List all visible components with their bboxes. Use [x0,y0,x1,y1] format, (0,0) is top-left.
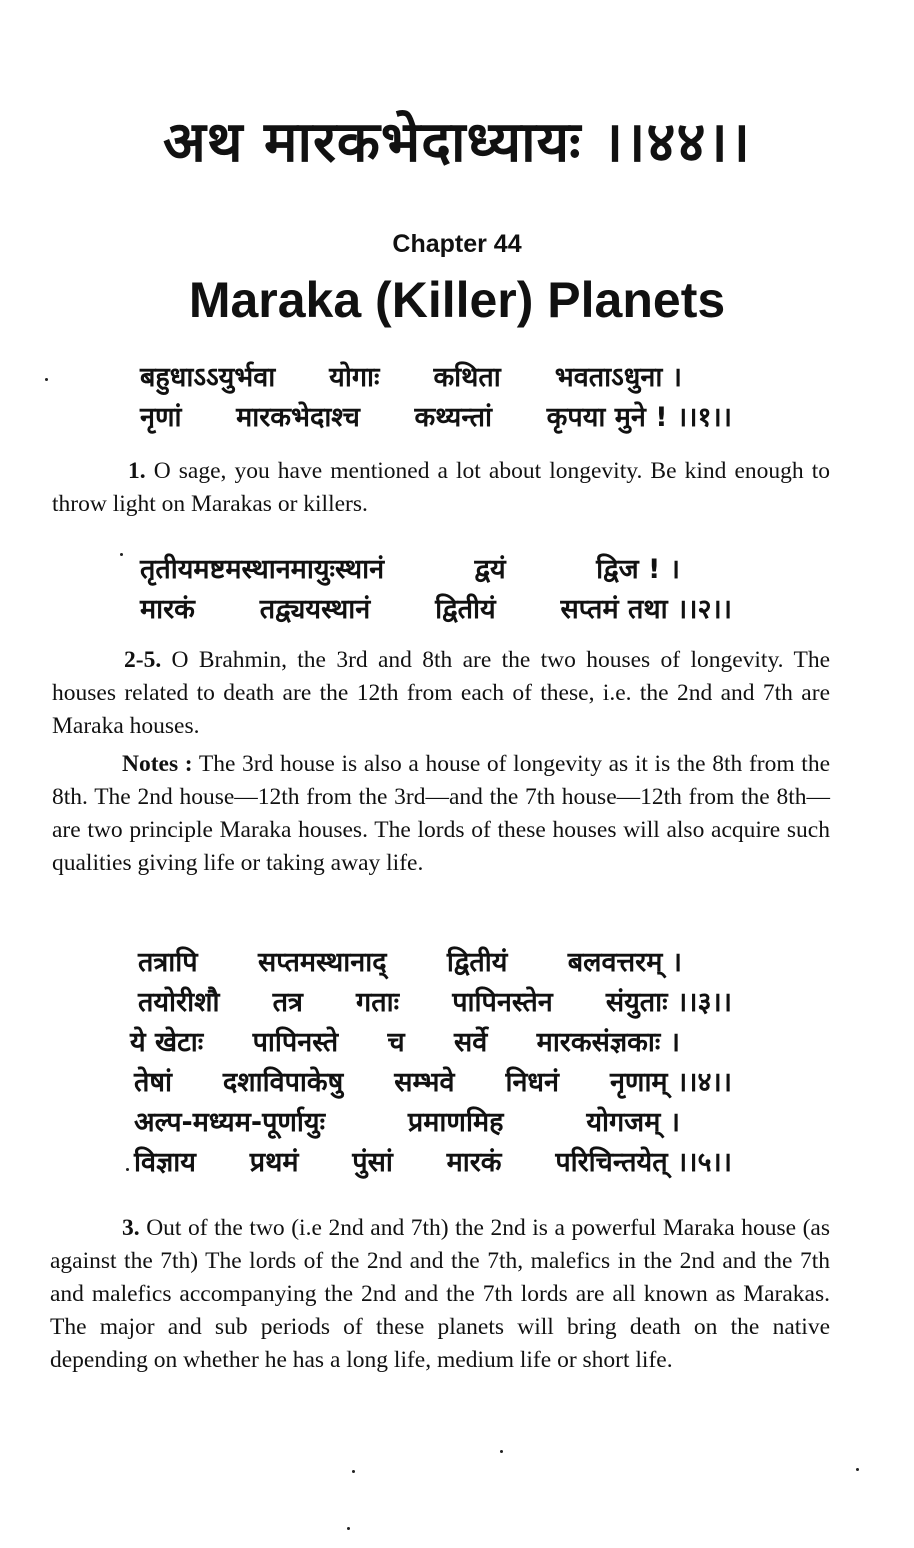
verse-word: च [387,1027,405,1058]
verse-word: तयोरीशौ [138,987,220,1018]
verse-word: योगाः [329,362,380,393]
scan-speck [856,1468,859,1471]
verse-word: तद्व्ययस्थानं [259,594,371,625]
verse-word: तृतीयमष्टमस्थानमायुःस्थानं [140,554,385,585]
sanskrit-verse-2 [0,550,914,630]
verse-word: बहुधाऽऽयुर्भवा [140,362,276,393]
verse-word: द्वितीयं [446,947,508,978]
verse-word: कथ्यन्तां [414,402,493,433]
verse-word: पुंसां [352,1147,393,1178]
verse-word: परिचिन्तयेत् ।।५।। [555,1147,732,1178]
notes-paragraph [52,748,830,880]
scan-speck [352,1470,355,1473]
verse-number: 3. [122,1215,140,1241]
scan-speck [120,553,123,556]
verse-word: गताः [356,987,400,1018]
verse-number: 2-5. [124,647,162,673]
verse-word: मारकसंज्ञकाः । [536,1027,680,1058]
verse-word: मारकं [140,594,195,625]
translation-paragraph-2 [52,644,830,743]
scan-speck [45,378,48,381]
verse-word: प्रमाणमिह [407,1107,504,1138]
verse-word: कथिता [433,362,501,393]
verse-line [134,1103,680,1143]
verse-word: अल्प-मध्यम-पूर्णायुः [134,1107,326,1138]
verse-word: निधनं [505,1067,560,1098]
scan-speck [126,1168,129,1171]
verse-word: भवताऽधुना । [554,362,682,393]
verse-line [134,1063,732,1103]
verse-word: ये खेटाः [130,1027,204,1058]
verse-word: पापिनस्ते [252,1027,339,1058]
sanskrit-verse-1 [0,358,914,438]
verse-word: पापिनस्तेन [452,987,553,1018]
verse-line [140,590,732,630]
verse-word: सर्वे [454,1027,488,1058]
paragraph-text: O Brahmin, the 3rd and 8th are the two houses of longevity. The houses related to death are the 12th from each of these, i.e. the 2nd and 7th are Maraka houses. [52,647,830,739]
notes-text: The 3rd house is also a house of longevity as it is the 8th from the 8th. The 2nd house—12th from the 3rd—and the 7th house—12th from the 8th—are two principle Maraka houses. The lords of these houses will also acquire such qualities giving life or taking away life. [52,751,830,876]
verse-line [130,1023,680,1063]
verse-line [140,398,732,438]
verse-word: योगजम् । [586,1107,680,1138]
sanskrit-verse-3-5 [0,943,914,1183]
verse-word: द्विज ! । [596,554,680,585]
verse-word: दशाविपाकेषु [222,1067,344,1098]
verse-word: तेषां [134,1067,172,1098]
paragraph-text: O sage, you have mentioned a lot about longevity. Be kind enough to throw light on Marakas or killers. [52,458,830,517]
verse-word: तत्र [272,987,303,1018]
chapter-title: Maraka (Killer) Planets [188,272,726,328]
verse-number: 1. [128,458,146,484]
verse-line [138,943,682,983]
translation-paragraph-1 [52,455,830,521]
verse-word: द्वयं [474,554,506,585]
scan-speck [500,1450,503,1453]
verse-word: सप्तमस्थानाद् [257,947,387,978]
verse-word: सम्भवे [394,1067,455,1098]
verse-word: कृपया मुने ! ।।१।। [546,402,732,433]
verse-word: नृणाम् ।।४।। [609,1067,732,1098]
verse-word: मारकं [446,1147,502,1178]
verse-word: द्वितीयं [435,594,496,625]
scan-speck [347,1527,350,1530]
verse-word: मारकभेदाश्च [236,402,360,433]
verse-word: संयुताः ।।३।। [605,987,732,1018]
verse-word: सप्तमं तथा ।।२।। [560,594,732,625]
verse-line [140,358,682,398]
paragraph-text: Out of the two (i.e 2nd and 7th) the 2nd is a powerful Maraka house (as against the 7th) The lords of the 2nd and the 7th, malefics in the 2nd and the 7th and malefics accompanying the 2nd and the 7th lords are all known as Marakas. The major and sub periods of these planets will bring death on the native depending on whether he has a long life, medium life or short life. [50,1215,830,1373]
notes-label: Notes : [122,751,193,777]
verse-line [134,1143,732,1183]
verse-word: विज्ञाय [134,1147,196,1178]
verse-line [140,550,680,590]
verse-word: प्रथमं [249,1147,299,1178]
chapter-label: Chapter 44 [392,230,522,258]
translation-paragraph-3 [50,1212,830,1377]
sanskrit-chapter-title: अथ मारकभेदाध्यायः ।।४४।। [162,110,752,175]
verse-line [138,983,732,1023]
verse-word: तत्रापि [138,947,198,978]
verse-word: बलवत्तरम् । [567,947,682,978]
verse-word: नृणां [140,402,182,433]
